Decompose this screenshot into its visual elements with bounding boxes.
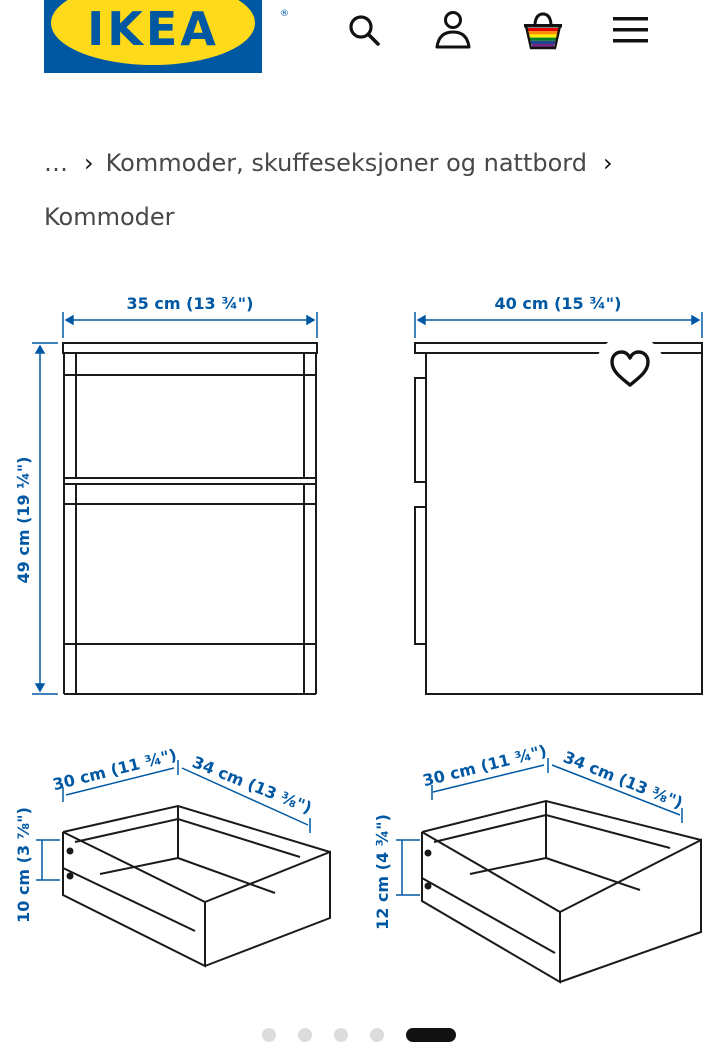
dim-drawer2-depth: 34 cm (13 ⅜") (560, 747, 686, 813)
breadcrumb-parent-link[interactable]: Kommoder, skuffeseksjoner og nattbord (105, 149, 587, 177)
header (0, 0, 710, 85)
breadcrumb-ellipsis[interactable]: … (44, 149, 68, 177)
carousel-dot[interactable] (370, 1028, 384, 1042)
dim-height: 49 cm (19 ¼") (14, 456, 33, 584)
carousel-dot[interactable] (334, 1028, 348, 1042)
dim-drawer2-width: 30 cm (11 ¾") (420, 741, 549, 791)
account-icon (431, 8, 475, 52)
carousel-dot[interactable] (262, 1028, 276, 1042)
dim-side-depth: 40 cm (15 ¾") (494, 294, 622, 313)
carousel-indicator (0, 1028, 710, 1037)
carousel-dot-active[interactable] (406, 1028, 456, 1042)
dim-drawer1-depth: 34 cm (13 ⅜") (189, 752, 315, 818)
breadcrumb-current: Kommoder (44, 203, 175, 231)
dim-front-width: 35 cm (13 ¾") (126, 294, 254, 313)
dim-drawer1-width: 30 cm (11 ¾") (50, 745, 179, 795)
logo-registered-mark: ® (280, 9, 289, 19)
dim-drawer2-height: 12 cm (4 ¾") (373, 814, 392, 930)
chevron-right-icon: › (602, 149, 613, 177)
menu-icon (608, 8, 652, 52)
search-button[interactable] (342, 8, 386, 52)
dim-drawer1-height: 10 cm (3 ⅞") (14, 807, 33, 923)
search-icon (342, 8, 386, 52)
favourite-button[interactable] (595, 335, 665, 403)
basket-icon (520, 8, 566, 52)
carousel-dot[interactable] (298, 1028, 312, 1042)
logo-wordmark: IKEA (87, 2, 219, 56)
account-button[interactable] (431, 8, 475, 52)
menu-button[interactable] (608, 8, 652, 52)
chevron-right-icon: › (84, 149, 94, 177)
breadcrumb (44, 136, 684, 244)
basket-button[interactable] (520, 8, 564, 52)
ikea-logo[interactable] (44, 0, 289, 73)
heart-icon (595, 335, 665, 403)
